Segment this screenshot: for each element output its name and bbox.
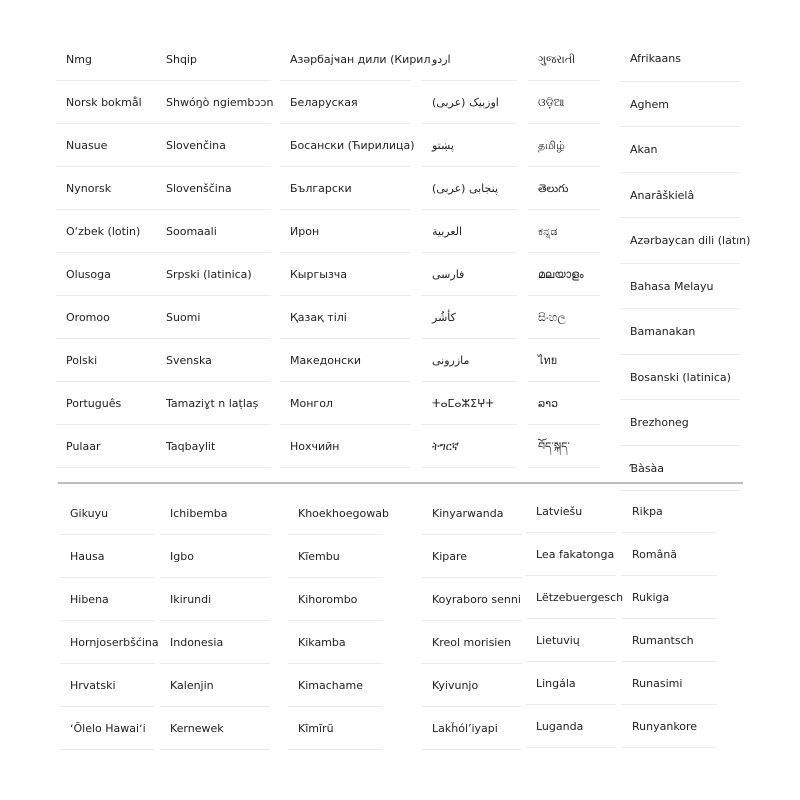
language-option[interactable] bbox=[528, 382, 600, 425]
language-option-label: O‘zbek (lotin) bbox=[66, 225, 141, 238]
language-option-label: Қазақ тілі bbox=[290, 311, 347, 324]
language-option-label: Akan bbox=[630, 143, 658, 156]
language-option[interactable] bbox=[620, 36, 740, 82]
language-option-label: Latviešu bbox=[536, 505, 583, 518]
language-option[interactable] bbox=[56, 38, 156, 81]
language-option-label: Азәрбајҹан дили (Кирил bbox=[290, 53, 431, 66]
language-option-label: ⵜⴰⵎⴰⵣⵉⵖⵜ bbox=[432, 397, 494, 410]
language-option-label: Soomaali bbox=[166, 225, 217, 238]
language-option[interactable] bbox=[288, 578, 383, 621]
section-divider bbox=[58, 482, 743, 484]
language-option-label: Kalenjin bbox=[170, 679, 214, 692]
language-option-label: తెలుగు bbox=[538, 182, 569, 195]
upper-column-1 bbox=[56, 38, 156, 468]
language-option-label: Oromoo bbox=[66, 311, 110, 324]
language-option-label: ไทย bbox=[538, 354, 558, 367]
language-option-label: Kernewek bbox=[170, 722, 224, 735]
language-option[interactable] bbox=[156, 296, 271, 339]
language-option[interactable] bbox=[156, 382, 271, 425]
language-option[interactable] bbox=[528, 124, 600, 167]
language-option[interactable] bbox=[288, 664, 383, 707]
language-option[interactable] bbox=[620, 173, 740, 219]
language-option-label: Lëtzebuergesch bbox=[536, 591, 624, 604]
language-option[interactable] bbox=[156, 124, 271, 167]
language-option-label: Brezhoneg bbox=[630, 416, 689, 429]
language-option-label: Luganda bbox=[536, 720, 584, 733]
upper-column-3 bbox=[280, 38, 431, 468]
language-option[interactable] bbox=[526, 705, 616, 748]
language-option-label: Nynorsk bbox=[66, 182, 112, 195]
language-option-label: Gikuyu bbox=[70, 507, 109, 520]
language-option-label: Norsk bokmål bbox=[66, 96, 142, 109]
lower-column-5 bbox=[526, 490, 624, 748]
language-option-label: ಕನ್ನಡ bbox=[538, 225, 558, 238]
language-option-label: Беларуская bbox=[290, 96, 358, 109]
language-option[interactable] bbox=[620, 400, 740, 446]
language-option[interactable] bbox=[56, 382, 156, 425]
language-option[interactable] bbox=[622, 705, 717, 748]
upper-column-2 bbox=[156, 38, 274, 468]
language-option-label: Lea fakatonga bbox=[536, 548, 615, 561]
language-option[interactable] bbox=[160, 664, 270, 707]
language-option[interactable] bbox=[160, 578, 270, 621]
language-option[interactable] bbox=[288, 535, 383, 578]
language-option[interactable] bbox=[622, 662, 717, 705]
language-option-label: Shqip bbox=[166, 53, 197, 66]
language-option[interactable] bbox=[528, 210, 600, 253]
language-option[interactable] bbox=[422, 707, 522, 750]
language-option[interactable] bbox=[156, 81, 274, 124]
language-option[interactable] bbox=[620, 82, 740, 128]
language-option-label: Kĩmĩrũ bbox=[298, 722, 334, 735]
language-option[interactable] bbox=[528, 425, 600, 468]
language-option[interactable] bbox=[288, 492, 389, 535]
language-option[interactable] bbox=[160, 707, 270, 750]
lower-language-grid bbox=[0, 492, 800, 762]
language-option[interactable] bbox=[422, 621, 522, 664]
language-option[interactable] bbox=[56, 210, 156, 253]
language-option-label: Khoekhoegowab bbox=[298, 507, 389, 520]
language-option[interactable] bbox=[156, 253, 271, 296]
language-option-label: Koyraboro senni bbox=[432, 593, 521, 606]
language-option[interactable] bbox=[422, 38, 517, 81]
language-option-label: Hornjoserbšćina bbox=[70, 636, 159, 649]
language-option-label: Kyivunjo bbox=[432, 679, 479, 692]
language-option-label: Português bbox=[66, 397, 122, 410]
language-option-label: Polski bbox=[66, 354, 98, 367]
language-option-label: Nuasue bbox=[66, 139, 108, 152]
language-option[interactable] bbox=[526, 490, 616, 533]
language-option[interactable] bbox=[528, 38, 600, 81]
language-option[interactable] bbox=[288, 621, 383, 664]
language-option[interactable] bbox=[422, 578, 522, 621]
language-option[interactable] bbox=[422, 124, 517, 167]
language-option-label: Hausa bbox=[70, 550, 105, 563]
lower-column-3 bbox=[288, 492, 389, 750]
upper-language-grid bbox=[0, 38, 800, 475]
language-option[interactable] bbox=[622, 533, 717, 576]
language-option[interactable] bbox=[280, 38, 431, 81]
language-option-label: Ирон bbox=[290, 225, 320, 238]
language-option-label: Română bbox=[632, 548, 678, 561]
language-option-label: Srpski (latinica) bbox=[166, 268, 252, 281]
lower-column-1 bbox=[60, 492, 159, 750]
language-option-label: مازرونی bbox=[432, 354, 470, 367]
language-option-label: മലയാളം bbox=[538, 268, 584, 281]
language-option[interactable] bbox=[280, 296, 410, 339]
language-option-label: Runyankore bbox=[632, 720, 698, 733]
language-option[interactable] bbox=[56, 296, 156, 339]
language-option[interactable] bbox=[622, 619, 717, 662]
language-option[interactable] bbox=[422, 664, 522, 707]
language-option[interactable] bbox=[528, 296, 600, 339]
language-option[interactable] bbox=[422, 339, 517, 382]
language-option-label: Azərbaycan dili (latın) bbox=[630, 234, 751, 247]
upper-column-5 bbox=[528, 38, 600, 468]
language-option-label: Taqbaylit bbox=[166, 440, 216, 453]
language-option-label: Bahasa Melayu bbox=[630, 279, 714, 293]
language-option[interactable] bbox=[60, 707, 155, 750]
language-option-label: ລາວ bbox=[538, 397, 559, 410]
language-option[interactable] bbox=[160, 621, 270, 664]
language-option-label: ଓଡ଼ିଆ bbox=[538, 96, 565, 109]
language-option-label: Rikpa bbox=[632, 505, 663, 518]
language-option-label: اردو bbox=[432, 53, 451, 66]
language-option-label: Босански (Ћирилица) bbox=[290, 139, 415, 152]
language-option-label: Svenska bbox=[166, 354, 212, 367]
language-option[interactable] bbox=[620, 355, 740, 401]
language-option-label: සිංහල bbox=[538, 311, 566, 324]
language-option-label: Lakȟól’iyapi bbox=[432, 722, 498, 735]
language-option[interactable] bbox=[422, 253, 517, 296]
language-option-label: தமிழ் bbox=[538, 139, 565, 152]
language-option[interactable] bbox=[622, 490, 717, 533]
language-option-label: Olusoga bbox=[66, 268, 111, 281]
language-option-label: کأشُر bbox=[432, 311, 456, 324]
upper-column-6 bbox=[620, 36, 751, 491]
language-option[interactable] bbox=[160, 535, 270, 578]
language-option-label: ʻŌlelo Hawaiʻi bbox=[70, 722, 146, 735]
language-option[interactable] bbox=[422, 492, 522, 535]
language-option-label: Кыргызча bbox=[290, 268, 348, 281]
language-option[interactable] bbox=[526, 533, 616, 576]
language-option-label: Нохчийн bbox=[290, 440, 340, 453]
language-option-label: Anarâškielâ bbox=[630, 188, 695, 202]
language-option-label: Lingála bbox=[536, 677, 576, 690]
language-option-label: Suomi bbox=[166, 311, 201, 324]
language-option-label: Kihorombo bbox=[298, 593, 358, 606]
language-option[interactable] bbox=[528, 339, 600, 382]
language-option-label: Kinyarwanda bbox=[432, 507, 504, 520]
language-option[interactable] bbox=[160, 492, 270, 535]
language-option[interactable] bbox=[56, 124, 156, 167]
language-option-label: Bamanakan bbox=[630, 325, 696, 338]
language-option-label: Igbo bbox=[170, 550, 194, 563]
language-option-label: Runasimi bbox=[632, 677, 683, 690]
language-option-label: Kikamba bbox=[298, 636, 346, 649]
language-option[interactable] bbox=[280, 339, 410, 382]
language-option[interactable] bbox=[56, 253, 156, 296]
language-option[interactable] bbox=[280, 81, 410, 124]
lower-column-2 bbox=[160, 492, 270, 750]
language-option-label: Rukiga bbox=[632, 591, 670, 604]
language-option-label: ગુજરાતી bbox=[538, 53, 576, 66]
language-option[interactable] bbox=[60, 535, 155, 578]
language-option[interactable] bbox=[56, 81, 156, 124]
language-option[interactable] bbox=[280, 167, 410, 210]
language-option[interactable] bbox=[528, 253, 600, 296]
language-option-label: العربية bbox=[432, 225, 463, 238]
language-option[interactable] bbox=[60, 578, 155, 621]
language-option[interactable] bbox=[156, 425, 271, 468]
language-option[interactable] bbox=[288, 707, 383, 750]
language-option[interactable] bbox=[422, 167, 517, 210]
language-option[interactable] bbox=[526, 576, 624, 619]
language-option-label: Kipare bbox=[432, 550, 468, 563]
language-option[interactable] bbox=[56, 425, 156, 468]
language-option[interactable] bbox=[528, 167, 600, 210]
language-option[interactable] bbox=[526, 619, 616, 662]
language-option[interactable] bbox=[60, 664, 155, 707]
language-option-label: Ɓàsàa bbox=[630, 461, 665, 475]
upper-column-4 bbox=[422, 38, 517, 468]
language-option-label: Bosanski (latinica) bbox=[630, 370, 731, 384]
language-option-label: Afrikaans bbox=[630, 52, 681, 65]
language-option-label: Kimachame bbox=[298, 679, 363, 692]
language-option[interactable] bbox=[280, 425, 410, 468]
lower-column-6 bbox=[622, 490, 717, 748]
language-option-label: ትግርኛ bbox=[432, 440, 459, 453]
language-option[interactable] bbox=[620, 218, 751, 264]
language-option[interactable] bbox=[280, 253, 410, 296]
language-option[interactable] bbox=[422, 535, 522, 578]
language-option[interactable] bbox=[620, 127, 740, 173]
language-option-label: پښتو bbox=[432, 139, 454, 152]
language-option[interactable] bbox=[422, 210, 517, 253]
language-option-label: Nmg bbox=[66, 53, 92, 66]
language-option[interactable] bbox=[156, 339, 271, 382]
language-option-label: Rumantsch bbox=[632, 634, 694, 647]
language-option[interactable] bbox=[620, 446, 740, 492]
language-option-label: Slovenčina bbox=[166, 139, 226, 152]
language-option-label: Slovenščina bbox=[166, 182, 232, 195]
language-option[interactable] bbox=[422, 81, 517, 124]
language-option-label: Ikirundi bbox=[170, 593, 212, 606]
language-option-label: Ichibemba bbox=[170, 507, 228, 520]
language-option-label: اوزبیک (عربی) bbox=[432, 96, 499, 109]
language-option[interactable] bbox=[56, 339, 156, 382]
language-option-label: Aghem bbox=[630, 97, 669, 111]
language-option-label: Pulaar bbox=[66, 440, 101, 453]
language-option-label: Kreol morisien bbox=[432, 636, 512, 649]
language-option-label: Lietuvių bbox=[536, 634, 580, 647]
language-option[interactable] bbox=[60, 492, 155, 535]
language-option-label: Indonesia bbox=[170, 636, 224, 649]
language-option-label: བོད་སྐད་ bbox=[538, 440, 570, 453]
language-option[interactable] bbox=[422, 382, 517, 425]
language-option[interactable] bbox=[280, 210, 410, 253]
language-option-label: Shwóŋò ngiembɔɔn bbox=[166, 96, 274, 109]
language-option-label: Hrvatski bbox=[70, 679, 116, 692]
language-option-label: Kĩembu bbox=[298, 550, 340, 563]
language-option[interactable] bbox=[156, 38, 271, 81]
language-option[interactable] bbox=[422, 425, 517, 468]
language-option-label: پنجابی (عربی) bbox=[432, 182, 499, 195]
language-option[interactable] bbox=[622, 576, 717, 619]
language-option[interactable] bbox=[156, 167, 271, 210]
language-option[interactable] bbox=[280, 124, 415, 167]
language-option[interactable] bbox=[422, 296, 517, 339]
language-option-label: Hibena bbox=[70, 593, 109, 606]
language-option-label: Монгол bbox=[290, 397, 333, 410]
language-option[interactable] bbox=[56, 167, 156, 210]
language-option[interactable] bbox=[620, 309, 740, 355]
language-option[interactable] bbox=[620, 264, 740, 310]
language-option-label: Македонски bbox=[290, 354, 362, 367]
language-option[interactable] bbox=[528, 81, 600, 124]
language-option[interactable] bbox=[526, 662, 616, 705]
language-option-label: Tamaziɣt n laṭlaṣ bbox=[166, 397, 259, 410]
language-option[interactable] bbox=[60, 621, 159, 664]
lower-column-4 bbox=[422, 492, 522, 750]
language-option[interactable] bbox=[280, 382, 410, 425]
language-option-label: Български bbox=[290, 182, 352, 195]
language-option[interactable] bbox=[156, 210, 271, 253]
language-option-label: فارسی bbox=[432, 268, 465, 281]
